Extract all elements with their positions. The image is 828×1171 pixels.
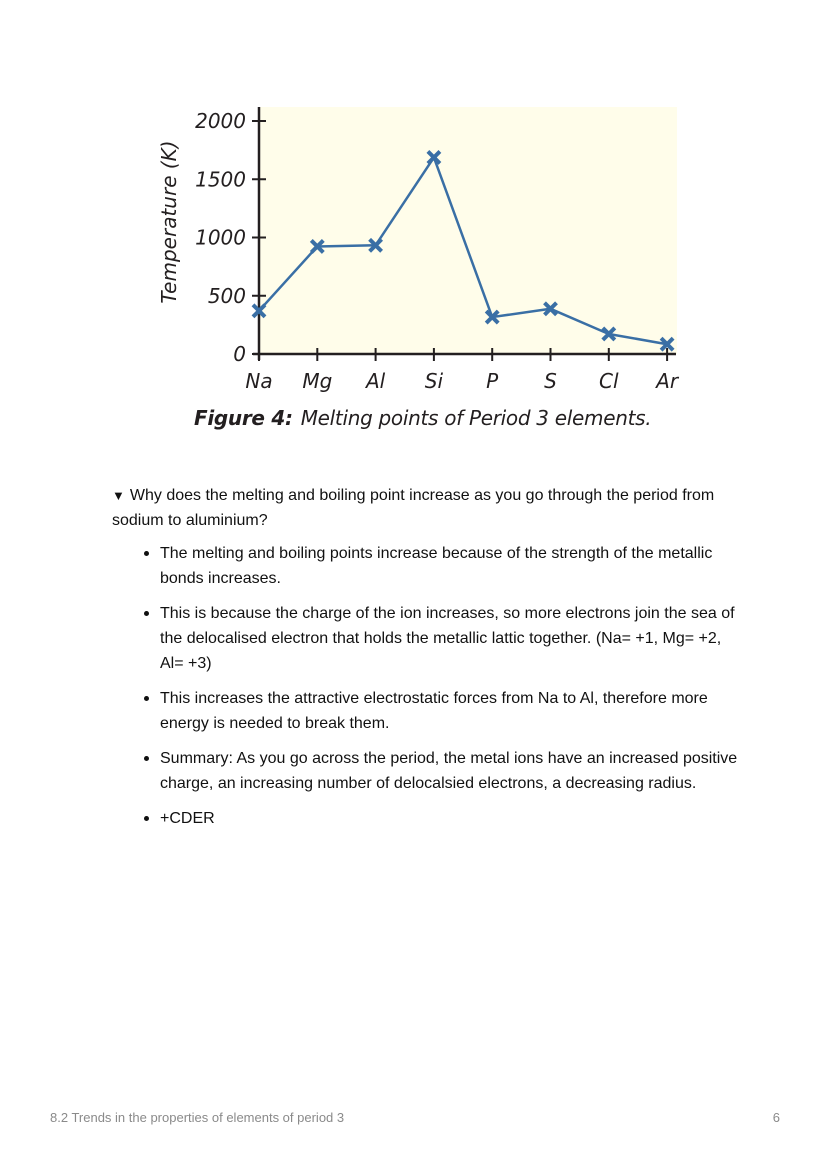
x-tick-label: Cl xyxy=(599,369,619,393)
plot-background xyxy=(259,107,677,354)
answer-item: Summary: As you go across the period, the metal ions have an increased positive charge, an increasing number of delocalsied electrons, a decreasing radius. xyxy=(160,746,740,796)
y-tick-label: 1500 xyxy=(195,167,246,192)
x-tick-label: Mg xyxy=(302,369,333,393)
x-tick-label: Ar xyxy=(656,369,679,393)
y-tick-label: 500 xyxy=(207,283,246,308)
figure-caption-text: Melting points of Period 3 elements. xyxy=(300,406,652,430)
question-text: Why does the melting and boiling point increase as you go through the period from sodium to aluminium? xyxy=(112,487,715,529)
x-tick-label: Al xyxy=(365,369,386,393)
x-tick-label: Si xyxy=(424,369,444,393)
y-tick-label: 1000 xyxy=(195,225,246,250)
question-block xyxy=(112,483,732,533)
collapse-toggle-icon[interactable]: ▼ xyxy=(112,488,125,503)
figure-caption xyxy=(194,406,651,430)
page-footer xyxy=(50,1110,780,1125)
figure-label: Figure 4: xyxy=(194,406,293,430)
y-axis-label: Temperature (K) xyxy=(157,140,181,304)
answer-item: This is because the charge of the ion increases, so more electrons join the sea of the delocalised electron that holds the metallic lattic together. (Na= +1, Mg= +2, Al= +3) xyxy=(160,601,740,676)
footer-title: 8.2 Trends in the properties of elements of period 3 xyxy=(50,1110,345,1125)
y-tick-label: 0 xyxy=(233,342,246,366)
answer-item: This increases the attractive electrostatic forces from Na to Al, therefore more energy is needed to break them. xyxy=(160,686,740,736)
melting-point-chart xyxy=(0,0,828,400)
melting-point-figure xyxy=(0,0,828,450)
answer-list xyxy=(160,541,740,841)
x-tick-label: Na xyxy=(245,369,273,393)
y-tick-label: 2000 xyxy=(195,109,246,133)
x-tick-label: P xyxy=(486,369,499,393)
page-number: 6 xyxy=(772,1110,780,1125)
answer-item: The melting and boiling points increase because of the strength of the metallic bonds increases. xyxy=(160,541,740,591)
answer-item: +CDER xyxy=(160,806,740,831)
x-tick-label: S xyxy=(544,369,557,393)
